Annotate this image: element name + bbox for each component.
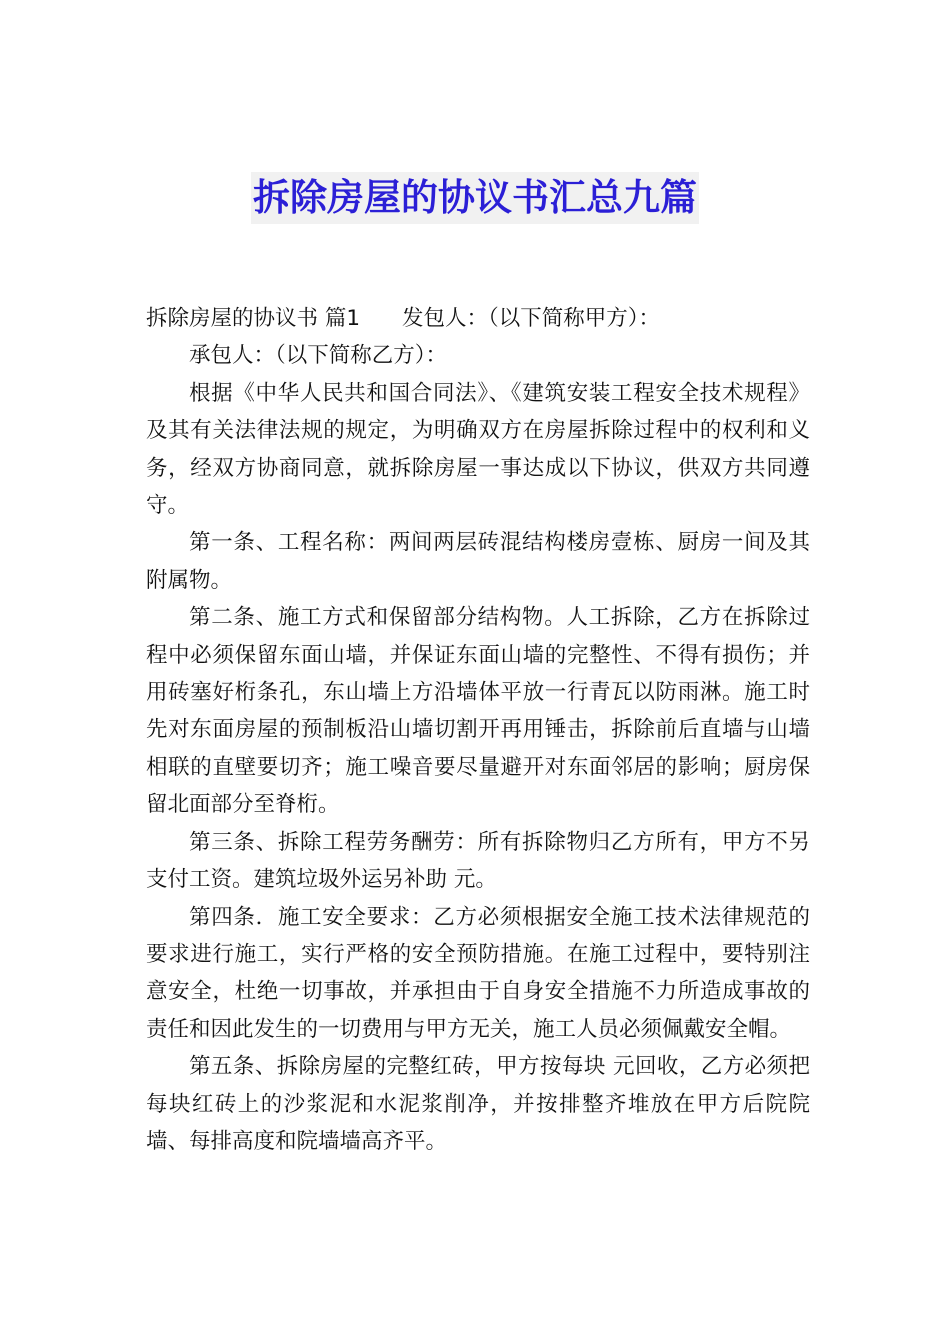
document-body xyxy=(146,300,810,1160)
article-1-paragraph: 第一条、工程名称：两间两层砖混结构楼房壹栋、厨房一间及其附属物。 xyxy=(146,530,810,593)
document-title: 拆除房屋的协议书汇总九篇 xyxy=(251,172,699,224)
preamble-paragraph: 根据《中华人民共和国合同法》、《建筑安装工程安全技术规程》及其有关法律法规的规定，为明确双方在房屋拆除过程中的权利和义务，经双方协商同意，就拆除房屋一事达成以下协议，供双方共同遵守。 xyxy=(146,380,810,519)
article-5-paragraph: 第五条、拆除房屋的完整红砖，甲方按每块 元回收，乙方必须把每块红砖上的沙浆泥和水泥浆削净，并按排整齐堆放在甲方后院院墙、每排高度和院墙墙高齐平。 xyxy=(146,1054,810,1154)
employer-line: 发包人：（以下简称甲方）： xyxy=(402,306,661,331)
first-line xyxy=(146,300,810,337)
article-4-paragraph: 第四条．施工安全要求：乙方必须根据安全施工技术法律规范的要求进行施工，实行严格的安全预防措施。在施工过程中，要特别注意安全，杜绝一切事故，并承担由于自身安全措施不力所造成事故的责任和因此发生的一切费用与甲方无关，施工人员必须佩戴安全帽。 xyxy=(146,904,810,1042)
section-heading: 拆除房屋的协议书 篇1 xyxy=(146,306,361,331)
title-area xyxy=(0,172,950,224)
article-3-paragraph: 第三条、拆除工程劳务酬劳：所有拆除物归乙方所有，甲方不另支付工资。建筑垃圾外运另补助 元。 xyxy=(146,829,810,893)
contractor-line: 承包人：（以下简称乙方）： xyxy=(189,343,448,369)
article-2-paragraph: 第二条、施工方式和保留部分结构物。人工拆除，乙方在拆除过程中必须保留东面山墙，并保证东面山墙的完整性、不得有损伤；并用砖塞好桁条孔，东山墙上方沿墙体平放一行青瓦以防雨淋。施工时先对东面房屋的预制板沿山墙切割开再用锤击，拆除前后直墙与山墙相联的直壁要切齐；施工噪音要尽量避开对东面邻居的影响；厨房保留北面部分至脊桁。 xyxy=(146,605,810,818)
